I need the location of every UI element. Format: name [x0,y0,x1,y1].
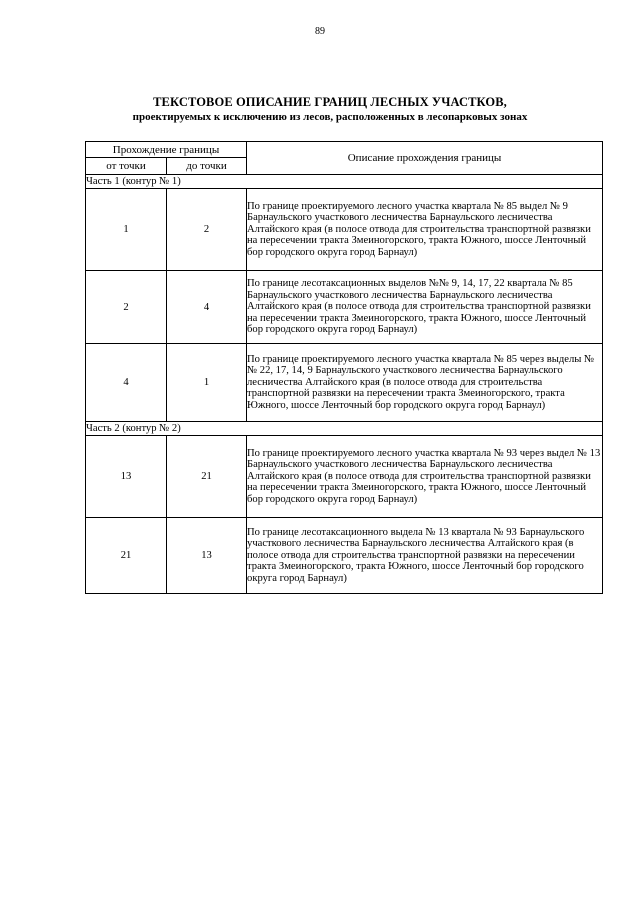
table-row [86,518,603,594]
heading-line-2: проектируемых к исключению из лесов, расположенных в лесопарковых зонах [132,111,528,123]
from-point-cell: 2 [86,271,167,344]
description-cell: По границе проектируемого лесного участка квартала № 85 через выделы №№ 22, 17, 14, 9 Барнаульского участкового лесничества Барнаульского лесничества Алтайского края (в полосе отвода для строительства транспортной развязки на пересечении тракта Змеиногорского, тракта Южного, шоссе Ленточный бор городского округа город Барнаул) [247,344,603,422]
table-row [86,189,603,271]
from-point-cell: 4 [86,344,167,422]
header-from-point: от точки [86,158,167,175]
header-boundary-description: Описание прохождения границы [247,142,603,175]
section-row [86,175,603,189]
document-heading [60,95,600,125]
table-row [86,344,603,422]
section-title: Часть 1 (контур № 1) [86,175,603,189]
to-point-cell: 21 [167,436,247,518]
page-number: 89 [315,26,325,37]
description-cell: По границе лесотаксационных выделов №№ 9, 14, 17, 22 квартала № 85 Барнаульского участкового лесничества Барнаульского лесничества Алтайского края (в полосе отвода для строительства транспортной развязки на пересечении тракта Змеиногорского, тракта Южного, шоссе Ленточный бор городского округа город Барнаул) [247,271,603,344]
from-point-cell: 21 [86,518,167,594]
description-cell: По границе проектируемого лесного участка квартала № 93 через выдел № 13 Барнаульского участкового лесничества Барнаульского лесничества Алтайского края (в полосе отвода для строительства транспортной развязки на пересечении тракта Змеиногорского, тракта Южного, шоссе Ленточный бор городского округа город Барнаул) [247,436,603,518]
header-boundary-passage: Прохождение границы [86,142,247,158]
from-point-cell: 1 [86,189,167,271]
section-title: Часть 2 (контур № 2) [86,422,603,436]
to-point-cell: 1 [167,344,247,422]
table-row [86,436,603,518]
heading-line-1: ТЕКСТОВОЕ ОПИСАНИЕ ГРАНИЦ ЛЕСНЫХ УЧАСТКОВ, [153,95,507,109]
description-cell: По границе проектируемого лесного участка квартала № 85 выдел № 9 Барнаульского участкового лесничества Барнаульского лесничества Алтайского края (в полосе отвода для строительства транспортной развязки на пересечении тракта Змеиногорского, тракта Южного, шоссе Ленточный бор городского округа город Барнаул) [247,189,603,271]
section-row [86,422,603,436]
from-point-cell: 13 [86,436,167,518]
to-point-cell: 4 [167,271,247,344]
table-row [86,271,603,344]
to-point-cell: 2 [167,189,247,271]
boundary-table [85,141,603,594]
to-point-cell: 13 [167,518,247,594]
description-cell: По границе лесотаксационного выдела № 13 квартала № 93 Барнаульского участкового лесничества Барнаульского лесничества Алтайского края (в полосе отвода для строительства транспортной развязки на пересечении тракта Змеиногорского, тракта Южного, шоссе Ленточный бор городского округа город Барнаул) [247,518,603,594]
header-to-point: до точки [167,158,247,175]
